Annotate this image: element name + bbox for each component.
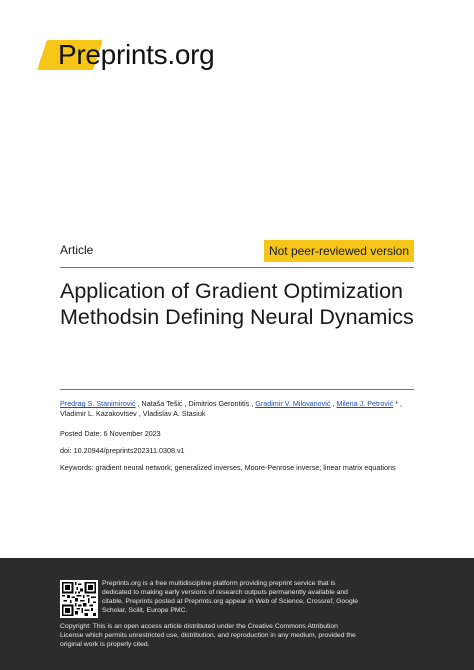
qr-code-icon[interactable] [60, 580, 98, 618]
doi[interactable]: doi: 10.20944/preprints202311.0308.v1 [60, 446, 185, 455]
platform-description: Preprints.org is a free multidiscipline platform providing preprint service that is dedicated to making early versions of research outputs permanently available and citable. Preprints posted at Preprints.org appear in Web of Science, Crossref, Google Scholar, Scilit, Europe PMC. [102, 580, 359, 614]
posted-date: Posted Date: 6 November 2023 [60, 429, 161, 438]
author-list [60, 399, 420, 419]
author-name[interactable]: Milena J. Petrović [336, 399, 394, 408]
author-name: Dimitrios Gerontitis [188, 399, 250, 408]
footer-banner [0, 558, 474, 670]
keywords: Keywords: gradient neural network; generalized inverses, Moore-Penrose inverse; linear matrix equations [60, 463, 396, 472]
header-divider [60, 267, 414, 268]
article-type-label: Article [60, 243, 94, 257]
author-name: Vladimir L. Kazakovtsev [60, 409, 137, 418]
author-separator: , [249, 399, 256, 408]
author-separator: , [136, 409, 143, 418]
review-status-badge: Not peer-reviewed version [264, 240, 414, 262]
copyright-notice: Copyright: This is an open access article distributed under the Creative Commons Attribution License which permits unrestricted use, distribution, and reproduction in any medium, provided the original work is properly cited. [60, 623, 356, 648]
author-separator: * , [393, 399, 402, 408]
logo-text: Preprints.org [58, 39, 215, 70]
author-separator: , [182, 399, 189, 408]
author-name[interactable]: Gradimir V. Milovanović [255, 399, 331, 408]
author-separator: , [135, 399, 142, 408]
author-separator: , [330, 399, 337, 408]
author-name[interactable]: Predrag S. Stanimirović [60, 399, 136, 408]
author-name: Vladislav A. Stasiuk [142, 409, 206, 418]
preprints-logo[interactable] [42, 38, 242, 74]
author-name: Nataša Tešić [141, 399, 183, 408]
title-divider [60, 389, 414, 390]
paper-title: Application of Gradient Optimization Methodsin Defining Neural Dynamics [60, 279, 414, 329]
